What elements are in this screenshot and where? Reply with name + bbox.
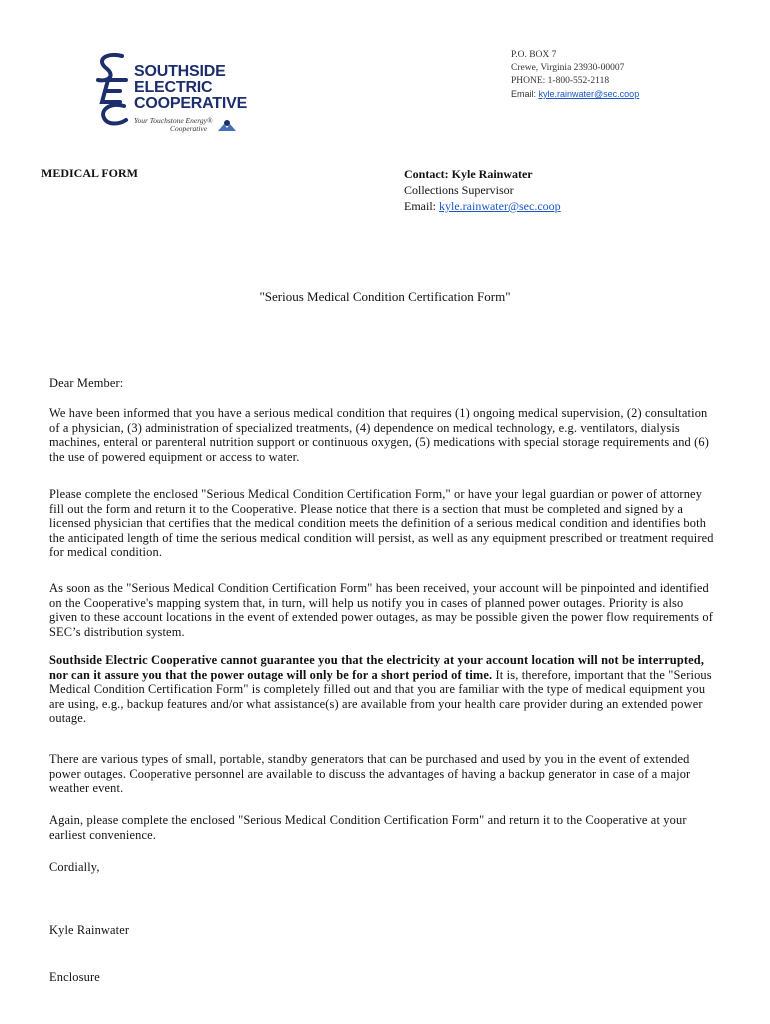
- logo-wordmark: [134, 64, 247, 112]
- contact-email-line: [404, 198, 561, 214]
- paragraph-2: Please complete the enclosed "Serious Medical Condition Certification Form," or have your legal guardian or power of attorney fill out the form and return it to the Cooperative. Please notice that there is a section that must be completed and signed by a licensed physician that certifies that the medical condition meets the definition of a serious medical condition and identifies both the anticipated length of time the serious medical condition will persist, as well as any equipment prescribed or treatment required for medical condition.: [49, 487, 714, 559]
- email-line: [511, 88, 639, 101]
- paragraph-4-rest: It is, therefore, important that the "Serious Medical Condition Certification Form" is completely filled out and that you are familiar with the type of medical equipment you are using, e.g., backup features and/or what assistance(s) are available from your health care provider during an extended power outage.: [49, 667, 712, 725]
- sec-logo-icon: [92, 50, 136, 128]
- contact-name: Contact: Kyle Rainwater: [404, 167, 533, 181]
- logo-tagline: [134, 117, 213, 133]
- closing: Cordially,: [49, 860, 100, 874]
- paragraph-1: We have been informed that you have a serious medical condition that requires (1) ongoing medical supervision, (2) consultation of a physician, (3) administration of specialized treatments, (4) dependence on medical technology, e.g. ventilators, dialysis machines, enteral or parenteral nutrition support or continuous oxygen, (5) medications with special storage requirements and (6) the use of powered equipment or access to water.: [49, 406, 710, 464]
- contact-email-label: Email:: [404, 199, 439, 213]
- enclosure-note: Enclosure: [49, 970, 100, 984]
- po-box: P.O. BOX 7: [511, 50, 557, 60]
- logo-line-3: COOPERATIVE: [134, 95, 248, 112]
- company-email-link[interactable]: kyle.rainwater@sec.coop: [538, 89, 640, 99]
- logo-line-1: SOUTHSIDE: [134, 63, 226, 80]
- touchstone-mark-icon: [216, 118, 238, 132]
- paragraph-6: Again, please complete the enclosed "Serious Medical Condition Certification Form" and return it to the Cooperative at your earliest convenience.: [49, 813, 687, 842]
- paragraph-3: As soon as the "Serious Medical Condition Certification Form" has been received, your account will be pinpointed and identified on the Cooperative's mapping system that, in turn, will help us notify you in cases of planned power outages. Priority is also given to these account locations in the event of extended power outages, as may be possible given the power flow requirements of SEC’s distribution system.: [49, 581, 714, 639]
- email-label: Email:: [511, 89, 539, 99]
- logo-tagline-1: Your Touchstone Energy®: [134, 116, 213, 125]
- company-address: [511, 49, 639, 101]
- logo-tagline-2: Cooperative: [170, 124, 208, 133]
- phone-line: PHONE: 1-800-552-2118: [511, 76, 610, 86]
- contact-role: Collections Supervisor: [404, 183, 514, 197]
- signature-name: Kyle Rainwater: [49, 923, 130, 937]
- letter-title: "Serious Medical Condition Certification Form": [259, 289, 511, 304]
- contact-block: [404, 166, 561, 214]
- city-line: Crewe, Virginia 23930-00007: [511, 63, 625, 73]
- form-label: MEDICAL FORM: [41, 166, 138, 180]
- salutation: Dear Member:: [49, 376, 124, 390]
- paragraph-4: [49, 653, 714, 726]
- logo-line-2: ELECTRIC: [134, 79, 213, 96]
- disclaimer-bold: Southside Electric Cooperative cannot guarantee you that the electricity at your account location will not be interrupted, nor can it assure you that the power outage will only be for a short period of time.: [49, 653, 705, 682]
- contact-email-link[interactable]: kyle.rainwater@sec.coop: [439, 199, 561, 213]
- paragraph-5: There are various types of small, portable, standby generators that can be purchased and used by you in the event of extended power outages. Cooperative personnel are available to discuss the advantages of having a backup generator in case of a major weather event.: [49, 752, 691, 795]
